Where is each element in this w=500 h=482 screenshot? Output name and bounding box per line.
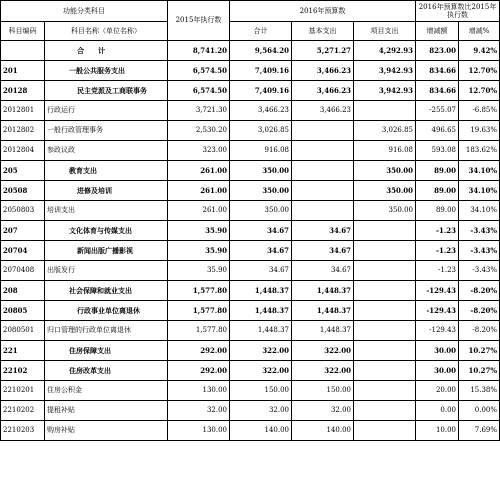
cell-basic-2016: 5,271.27 bbox=[292, 41, 354, 61]
cell-total-2016: 32.00 bbox=[230, 401, 292, 421]
cell-pct: 9.42% bbox=[459, 41, 500, 61]
table-row bbox=[1, 341, 500, 361]
cell-pct: 10.27% bbox=[459, 341, 500, 361]
cell-project-2016 bbox=[354, 301, 416, 321]
cell-code: 207 bbox=[1, 221, 45, 241]
cell-project-2016: 3,026.85 bbox=[354, 121, 416, 141]
cell-code: 2210203 bbox=[1, 421, 45, 441]
cell-code: 2012802 bbox=[1, 121, 45, 141]
table-row bbox=[1, 221, 500, 241]
cell-code: 208 bbox=[1, 281, 45, 301]
cell-total-2016: 34.67 bbox=[230, 241, 292, 261]
cell-diff: 89.00 bbox=[416, 161, 459, 181]
cell-basic-2016: 322.00 bbox=[292, 361, 354, 381]
cell-name: 合 计 bbox=[45, 41, 168, 61]
cell-name: 一般公共服务支出 bbox=[45, 61, 168, 81]
cell-project-2016: 4,292.93 bbox=[354, 41, 416, 61]
cell-code: 221 bbox=[1, 341, 45, 361]
cell-pct: 12.70% bbox=[459, 81, 500, 101]
cell-name: 培训支出 bbox=[45, 201, 168, 221]
cell-code bbox=[1, 41, 45, 61]
cell-total-2016: 7,409.16 bbox=[230, 61, 292, 81]
cell-total-2016: 1,448.37 bbox=[230, 321, 292, 341]
cell-pct: 34.10% bbox=[459, 161, 500, 181]
cell-exec-2015: 130.00 bbox=[168, 421, 230, 441]
table-row bbox=[1, 101, 500, 121]
cell-exec-2015: 292.00 bbox=[168, 341, 230, 361]
cell-pct: -6.85% bbox=[459, 101, 500, 121]
cell-pct: -3.43% bbox=[459, 241, 500, 261]
cell-pct: 34.10% bbox=[459, 201, 500, 221]
cell-project-2016: 350.00 bbox=[354, 181, 416, 201]
cell-project-2016 bbox=[354, 261, 416, 281]
cell-diff: -1.23 bbox=[416, 221, 459, 241]
cell-basic-2016: 34.67 bbox=[292, 221, 354, 241]
header-diff: 增减额 bbox=[416, 22, 459, 41]
cell-diff: 593.08 bbox=[416, 141, 459, 161]
cell-exec-2015: 261.00 bbox=[168, 161, 230, 181]
cell-diff: -129.43 bbox=[416, 301, 459, 321]
cell-name: 归口管理的行政单位离退休 bbox=[45, 321, 168, 341]
cell-basic-2016: 1,448.37 bbox=[292, 281, 354, 301]
cell-project-2016: 916.08 bbox=[354, 141, 416, 161]
cell-pct: 0.00% bbox=[459, 401, 500, 421]
cell-diff: 89.00 bbox=[416, 201, 459, 221]
cell-code: 20128 bbox=[1, 81, 45, 101]
cell-code: 2012801 bbox=[1, 101, 45, 121]
cell-project-2016 bbox=[354, 341, 416, 361]
cell-pct: -8.20% bbox=[459, 321, 500, 341]
cell-exec-2015: 323.00 bbox=[168, 141, 230, 161]
table-row bbox=[1, 241, 500, 261]
table-row bbox=[1, 181, 500, 201]
table-row bbox=[1, 421, 500, 441]
header-budget-2016: 2016年预算数 bbox=[230, 1, 416, 22]
cell-exec-2015: 6,574.50 bbox=[168, 61, 230, 81]
cell-exec-2015: 32.00 bbox=[168, 401, 230, 421]
cell-diff: 496.65 bbox=[416, 121, 459, 141]
cell-basic-2016: 3,466.23 bbox=[292, 101, 354, 121]
cell-diff: 10.00 bbox=[416, 421, 459, 441]
cell-total-2016: 350.00 bbox=[230, 161, 292, 181]
cell-basic-2016: 34.67 bbox=[292, 241, 354, 261]
cell-name: 行政事业单位离退休 bbox=[45, 301, 168, 321]
cell-exec-2015: 1,577.80 bbox=[168, 281, 230, 301]
cell-total-2016: 3,466.23 bbox=[230, 101, 292, 121]
header-pct: 增减% bbox=[459, 22, 500, 41]
cell-diff: 0.00 bbox=[416, 401, 459, 421]
header-name: 科目名称（单位名称） bbox=[45, 22, 168, 41]
cell-code: 20508 bbox=[1, 181, 45, 201]
table-row bbox=[1, 61, 500, 81]
cell-basic-2016: 1,448.37 bbox=[292, 301, 354, 321]
cell-project-2016 bbox=[354, 421, 416, 441]
cell-project-2016 bbox=[354, 321, 416, 341]
cell-project-2016 bbox=[354, 241, 416, 261]
cell-diff: -255.07 bbox=[416, 101, 459, 121]
cell-code: 2080501 bbox=[1, 321, 45, 341]
cell-name: 一般行政管理事务 bbox=[45, 121, 168, 141]
cell-name: 购房补贴 bbox=[45, 421, 168, 441]
cell-pct: -8.20% bbox=[459, 301, 500, 321]
cell-exec-2015: 261.00 bbox=[168, 201, 230, 221]
cell-exec-2015: 1,577.80 bbox=[168, 321, 230, 341]
table-row bbox=[1, 281, 500, 301]
header-compare-line1: 2016年预算数比2015年 bbox=[418, 2, 497, 11]
cell-diff: 834.66 bbox=[416, 61, 459, 81]
cell-diff: 823.00 bbox=[416, 41, 459, 61]
cell-exec-2015: 35.90 bbox=[168, 221, 230, 241]
cell-basic-2016 bbox=[292, 181, 354, 201]
cell-diff: 20.00 bbox=[416, 381, 459, 401]
cell-name: 提租补贴 bbox=[45, 401, 168, 421]
cell-basic-2016: 34.67 bbox=[292, 261, 354, 281]
cell-code: 2050803 bbox=[1, 201, 45, 221]
cell-basic-2016: 32.00 bbox=[292, 401, 354, 421]
table-row bbox=[1, 361, 500, 381]
table-row bbox=[1, 261, 500, 281]
cell-code: 2012804 bbox=[1, 141, 45, 161]
cell-basic-2016: 150.00 bbox=[292, 381, 354, 401]
header-compare bbox=[416, 1, 500, 22]
cell-project-2016 bbox=[354, 401, 416, 421]
cell-project-2016: 350.00 bbox=[354, 161, 416, 181]
cell-total-2016: 7,409.16 bbox=[230, 81, 292, 101]
cell-project-2016: 3,942.93 bbox=[354, 81, 416, 101]
cell-code: 2070408 bbox=[1, 261, 45, 281]
cell-name: 参政议政 bbox=[45, 141, 168, 161]
cell-total-2016: 3,026.85 bbox=[230, 121, 292, 141]
cell-code: 22102 bbox=[1, 361, 45, 381]
cell-pct: 19.63% bbox=[459, 121, 500, 141]
cell-name: 进修及培训 bbox=[45, 181, 168, 201]
cell-basic-2016: 3,466.23 bbox=[292, 61, 354, 81]
cell-exec-2015: 1,577.80 bbox=[168, 301, 230, 321]
cell-code: 20704 bbox=[1, 241, 45, 261]
cell-exec-2015: 130.00 bbox=[168, 381, 230, 401]
cell-basic-2016 bbox=[292, 161, 354, 181]
cell-name: 住房保障支出 bbox=[45, 341, 168, 361]
header-code: 科目编码 bbox=[1, 22, 45, 41]
cell-diff: 89.00 bbox=[416, 181, 459, 201]
cell-code: 201 bbox=[1, 61, 45, 81]
cell-exec-2015: 3,721.30 bbox=[168, 101, 230, 121]
cell-project-2016 bbox=[354, 381, 416, 401]
cell-name: 教育支出 bbox=[45, 161, 168, 181]
cell-name: 行政运行 bbox=[45, 101, 168, 121]
header-exec-2015: 2015年执行数 bbox=[168, 1, 230, 41]
table-row bbox=[1, 301, 500, 321]
cell-pct: 7.69% bbox=[459, 421, 500, 441]
header-row-top bbox=[1, 1, 500, 22]
cell-basic-2016: 140.00 bbox=[292, 421, 354, 441]
cell-code: 205 bbox=[1, 161, 45, 181]
header-project: 项目支出 bbox=[354, 22, 416, 41]
cell-name: 出版发行 bbox=[45, 261, 168, 281]
table-row bbox=[1, 201, 500, 221]
cell-name: 住房改革支出 bbox=[45, 361, 168, 381]
cell-basic-2016: 3,466.23 bbox=[292, 81, 354, 101]
table-row bbox=[1, 41, 500, 61]
table-row bbox=[1, 381, 500, 401]
table-row bbox=[1, 121, 500, 141]
cell-project-2016 bbox=[354, 221, 416, 241]
cell-total-2016: 350.00 bbox=[230, 201, 292, 221]
cell-code: 2210201 bbox=[1, 381, 45, 401]
cell-total-2016: 916.08 bbox=[230, 141, 292, 161]
cell-pct: 15.38% bbox=[459, 381, 500, 401]
cell-exec-2015: 2,530.20 bbox=[168, 121, 230, 141]
cell-pct: -8.20% bbox=[459, 281, 500, 301]
cell-basic-2016 bbox=[292, 141, 354, 161]
cell-project-2016 bbox=[354, 101, 416, 121]
cell-diff: -1.23 bbox=[416, 241, 459, 261]
cell-name: 文化体育与传媒支出 bbox=[45, 221, 168, 241]
cell-total-2016: 1,448.37 bbox=[230, 301, 292, 321]
cell-name: 新闻出版广播影视 bbox=[45, 241, 168, 261]
cell-basic-2016: 322.00 bbox=[292, 341, 354, 361]
header-compare-line2: 执行数 bbox=[447, 11, 469, 19]
cell-project-2016 bbox=[354, 361, 416, 381]
cell-diff: 30.00 bbox=[416, 341, 459, 361]
cell-pct: 183.62% bbox=[459, 141, 500, 161]
cell-total-2016: 34.67 bbox=[230, 261, 292, 281]
cell-basic-2016 bbox=[292, 121, 354, 141]
cell-pct: 10.27% bbox=[459, 361, 500, 381]
cell-exec-2015: 35.90 bbox=[168, 261, 230, 281]
header-basic: 基本支出 bbox=[292, 22, 354, 41]
cell-basic-2016: 1,448.37 bbox=[292, 321, 354, 341]
cell-pct: 12.70% bbox=[459, 61, 500, 81]
cell-exec-2015: 35.90 bbox=[168, 241, 230, 261]
cell-project-2016: 3,942.93 bbox=[354, 61, 416, 81]
cell-total-2016: 322.00 bbox=[230, 361, 292, 381]
cell-project-2016 bbox=[354, 281, 416, 301]
cell-total-2016: 350.00 bbox=[230, 181, 292, 201]
cell-exec-2015: 261.00 bbox=[168, 181, 230, 201]
table-row bbox=[1, 321, 500, 341]
cell-total-2016: 9,564.20 bbox=[230, 41, 292, 61]
cell-code: 2210202 bbox=[1, 401, 45, 421]
cell-diff: -129.43 bbox=[416, 321, 459, 341]
cell-total-2016: 34.67 bbox=[230, 221, 292, 241]
cell-exec-2015: 8,741.20 bbox=[168, 41, 230, 61]
header-func-group: 功能分类科目 bbox=[1, 1, 168, 22]
table-row bbox=[1, 81, 500, 101]
table-row bbox=[1, 401, 500, 421]
header-row-sub bbox=[1, 22, 500, 41]
table-row bbox=[1, 141, 500, 161]
cell-project-2016: 350.00 bbox=[354, 201, 416, 221]
cell-total-2016: 1,448.37 bbox=[230, 281, 292, 301]
header-total: 合计 bbox=[230, 22, 292, 41]
cell-basic-2016 bbox=[292, 201, 354, 221]
cell-diff: 834.66 bbox=[416, 81, 459, 101]
cell-total-2016: 322.00 bbox=[230, 341, 292, 361]
cell-total-2016: 140.00 bbox=[230, 421, 292, 441]
cell-name: 民主党派及工商联事务 bbox=[45, 81, 168, 101]
cell-exec-2015: 6,574.50 bbox=[168, 81, 230, 101]
cell-pct: 34.10% bbox=[459, 181, 500, 201]
cell-diff: -1.23 bbox=[416, 261, 459, 281]
cell-name: 社会保障和就业支出 bbox=[45, 281, 168, 301]
cell-name: 住房公积金 bbox=[45, 381, 168, 401]
cell-diff: -129.43 bbox=[416, 281, 459, 301]
cell-pct: -3.43% bbox=[459, 221, 500, 241]
cell-exec-2015: 292.00 bbox=[168, 361, 230, 381]
table-row bbox=[1, 161, 500, 181]
cell-diff: 30.00 bbox=[416, 361, 459, 381]
cell-pct: -3.43% bbox=[459, 261, 500, 281]
cell-total-2016: 150.00 bbox=[230, 381, 292, 401]
cell-code: 20805 bbox=[1, 301, 45, 321]
